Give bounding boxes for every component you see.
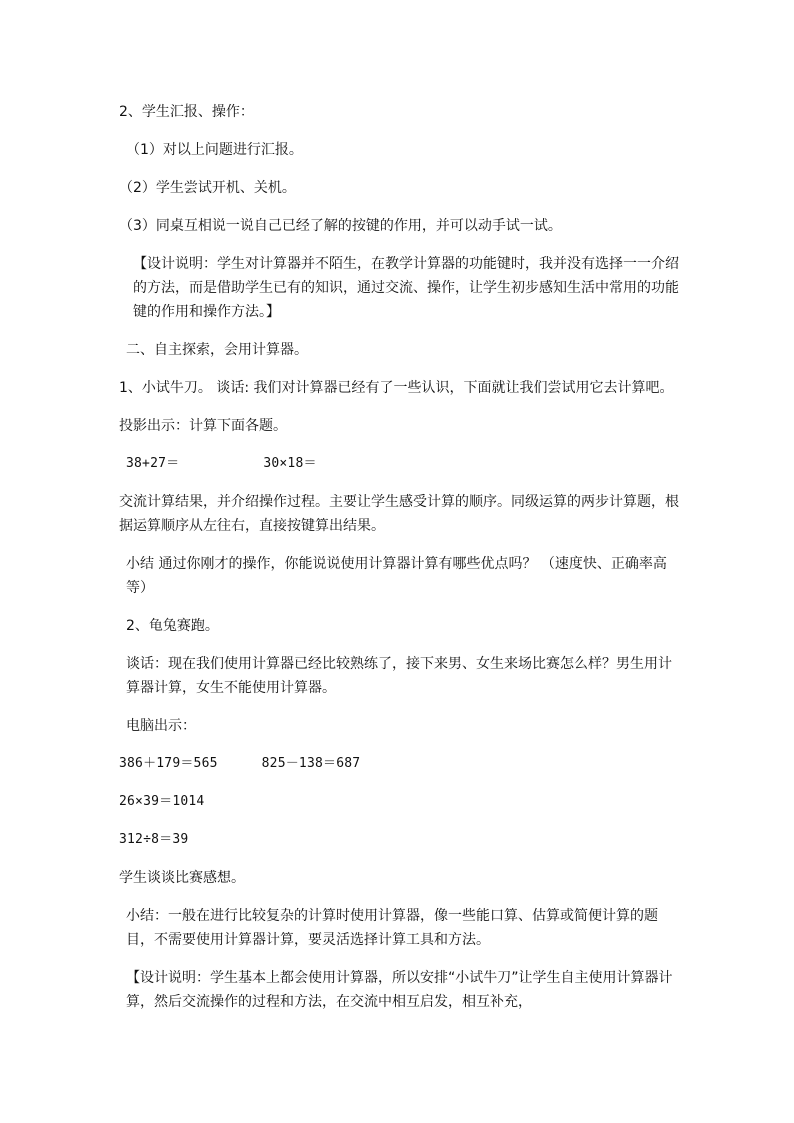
equation-row-4: 312÷8＝39	[119, 832, 189, 847]
paragraph-step-1: （1）对以上问题进行汇报。	[126, 142, 303, 158]
document-body	[119, 100, 681, 1028]
paragraph-projection: 投影出示：计算下面各题。	[119, 418, 287, 434]
equation-row-1	[119, 452, 681, 476]
paragraph-trial: 1、小试牛刀。 谈话: 我们对计算器已经有了一些认识，下面就让我们尝试用它去计算吧。	[119, 380, 674, 396]
paragraph-design-note-2: 【设计说明：学生基本上都会使用计算器，所以安排“小试牛刀”让学生自主使用计算器计算，然后交流操作的过程和方法，在交流中相互启发，相互补充，	[126, 970, 673, 1010]
paragraph-design-note-1: 【设计说明：学生对计算器并不陌生，在教学计算器的功能键时，我并没有选择一一介绍的方法，而是借助学生已有的知识，通过交流、操作，让学生初步感知生活中常用的功能键的作用和操作方法。】	[133, 256, 679, 320]
equation-row-3: 26×39＝1014	[119, 794, 205, 809]
equation-row-2	[119, 752, 681, 776]
equation-b: 30×18＝	[263, 456, 317, 471]
paragraph-talk: 谈话：现在我们使用计算器已经比较熟练了，接下来男、女生来场比赛怎么样？男生用计算器计算，女生不能使用计算器。	[126, 656, 672, 696]
paragraph-race: 2、龟兔赛跑。	[126, 618, 219, 634]
paragraph-step-3: （3）同桌互相说一说自己已经了解的按键的作用，并可以动手试一试。	[119, 218, 562, 234]
equation-d: 825－138＝687	[261, 756, 361, 771]
paragraph-summary-1: 小结 通过你刚才的操作，你能说说使用计算器计算有哪些优点吗？ （速度快、正确率高等）	[126, 556, 667, 596]
equation-c: 386＋179＝565	[119, 756, 218, 771]
paragraph-feelings: 学生谈谈比赛感想。	[119, 870, 245, 886]
paragraph-computer-display: 电脑出示：	[126, 718, 196, 734]
equation-a: 38+27＝	[126, 456, 180, 471]
paragraph-summary-2: 小结：一般在进行比较复杂的计算时使用计算器，像一些能口算、估算或简便计算的题目，不需要使用计算器计算，要灵活选择计算工具和方法。	[126, 908, 658, 948]
paragraph-exchange: 交流计算结果，并介绍操作过程。主要让学生感受计算的顺序。同级运算的两步计算题，根据运算顺序从左往右，直接按键算出结果。	[119, 494, 679, 534]
paragraph-student-report: 2、学生汇报、操作：	[119, 104, 254, 120]
paragraph-step-2: （2）学生尝试开机、关机。	[119, 180, 296, 196]
section-heading-explore: 二、自主探索，会用计算器。	[126, 342, 308, 358]
